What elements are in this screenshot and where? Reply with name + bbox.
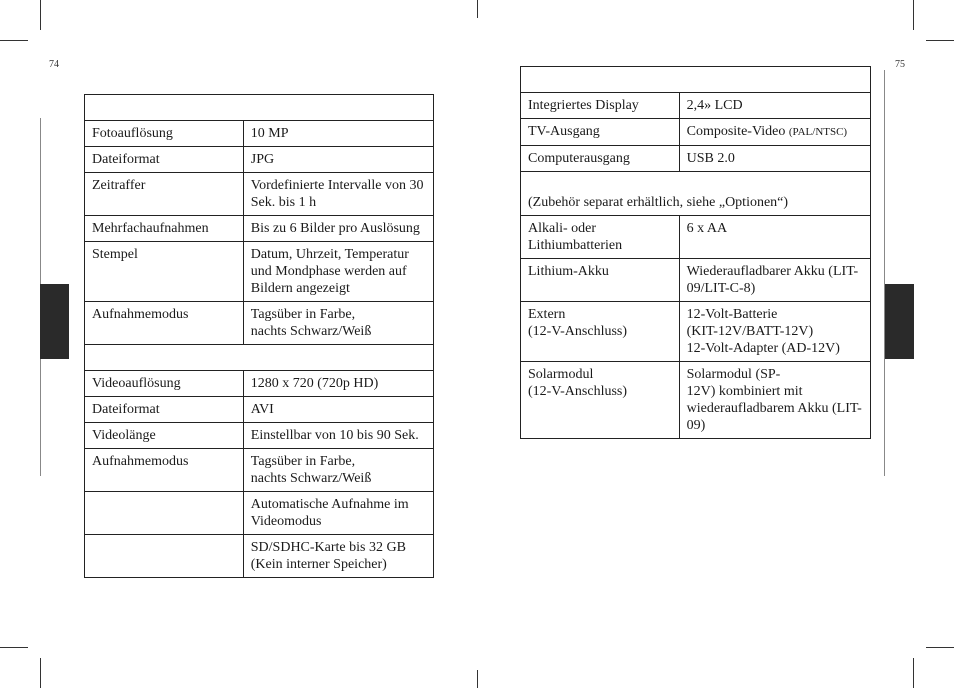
spec-row [85,242,434,302]
crop-mark [40,658,41,688]
spec-value-text: AVI [250,402,274,417]
spec-row [85,492,434,535]
spec-value [243,147,433,173]
crop-mark [926,40,954,41]
spec-label: TV-Ausgang [521,119,680,146]
spec-value [243,242,433,302]
crop-mark [477,670,478,688]
power-section-header [521,172,871,216]
spec-value [679,216,870,259]
spec-label: Dateiformat [85,147,244,173]
spec-value-text: 2,4» LCD [686,98,743,113]
spec-label: Alkali- oder Lithiumbatterien [521,216,680,259]
spec-row [85,397,434,423]
fold-line [884,70,885,476]
spec-row [521,119,871,146]
spec-value [679,302,870,362]
crop-mark [0,40,28,41]
crop-mark [0,647,28,648]
spec-row [521,259,871,302]
spec-value-text: 10 MP [250,126,289,141]
spec-row [85,535,434,578]
spec-value-text: Solarmodul (SP- 12V) kombiniert mit wiederaufladbarem Akku (LIT-09) [686,367,862,433]
left-spec-table [84,94,434,578]
spec-label: Integriertes Display [521,93,680,119]
spec-label: Videolänge [85,423,244,449]
spec-value-text: 1280 x 720 (720p HD) [250,376,379,391]
spec-value-text: SD/SDHC-Karte bis 32 GB (Kein interner Speicher) [250,540,406,572]
spec-value [243,492,433,535]
spec-value-text: JPG [250,152,275,167]
spec-value [679,93,870,119]
spec-value-text: Datum, Uhrzeit, Temperatur und Mondphase werden auf Bildern angezeigt [250,247,409,296]
spec-value [243,397,433,423]
video-section-header [85,345,434,371]
spec-label: Fotoauflösung [85,121,244,147]
right-spec-table [520,66,871,439]
crop-mark [913,658,914,688]
spec-label: Computerausgang [521,146,680,172]
spec-label: Mehrfachaufnahmen [85,216,244,242]
spec-value-text: 6 x AA [686,221,728,236]
spec-row [85,423,434,449]
spec-label: Stempel [85,242,244,302]
spec-row [521,93,871,119]
spec-row [85,302,434,345]
spec-row [521,302,871,362]
spec-value-text: USB 2.0 [686,151,735,166]
page-number-left: 74 [49,59,59,70]
spec-value-text: Vordefinierte Intervalle von 30 Sek. bis 1 h [250,178,424,210]
thumb-tab-right [885,284,914,359]
spec-label: Aufnahmemodus [85,449,244,492]
spec-value-text: Einstellbar von 10 bis 90 Sek. [250,428,419,443]
display-section-header [521,67,871,93]
spec-value [243,173,433,216]
spec-row [521,216,871,259]
spec-value [243,302,433,345]
spec-row [85,121,434,147]
spec-value-text: Composite-Video [686,124,789,139]
spec-label: Solarmodul (12-V-Anschluss) [521,362,680,439]
spec-value [679,146,870,172]
spec-value [679,119,870,146]
spec-value [243,423,433,449]
spec-label: Aufnahmemodus [85,302,244,345]
spec-value [679,259,870,302]
spec-label [85,535,244,578]
spec-row [85,371,434,397]
photo-section-header [85,95,434,121]
spec-value [243,371,433,397]
crop-mark [477,0,478,18]
spec-value-text: Tagsüber in Farbe, nachts Schwarz/Weiß [250,454,372,486]
spec-value [679,362,870,439]
spec-row [85,449,434,492]
spec-value-text: Automatische Aufnahme im Videomodus [250,497,409,529]
spec-value [243,121,433,147]
power-note: (Zubehör separat erhältlich, siehe „Optionen“) [521,172,871,216]
spec-row [521,146,871,172]
spec-value-note: (PAL/NTSC) [788,126,848,138]
spec-label: Dateiformat [85,397,244,423]
spec-label: Lithium-Akku [521,259,680,302]
spec-label: Zeitraffer [85,173,244,216]
spec-row [521,362,871,439]
spec-row [85,216,434,242]
spec-row [85,173,434,216]
spec-value-text: Wiederaufladbarer Akku (LIT-09/LIT-C-8) [686,264,859,296]
crop-mark [926,647,954,648]
spec-value-text: 12-Volt-Batterie (KIT-12V/BATT-12V) 12-Volt-Adapter (AD-12V) [686,307,840,356]
thumb-tab-left [40,284,69,359]
spec-row [85,147,434,173]
spec-label: Extern (12-V-Anschluss) [521,302,680,362]
spec-value [243,216,433,242]
spec-label [85,492,244,535]
spec-value [243,449,433,492]
spec-value [243,535,433,578]
crop-mark [913,0,914,30]
spec-value-text: Bis zu 6 Bilder pro Auslösung [250,221,420,236]
page-number-right: 75 [895,59,905,70]
spec-label: Videoauflösung [85,371,244,397]
crop-mark [40,0,41,30]
spec-value-text: Tagsüber in Farbe, nachts Schwarz/Weiß [250,307,372,339]
